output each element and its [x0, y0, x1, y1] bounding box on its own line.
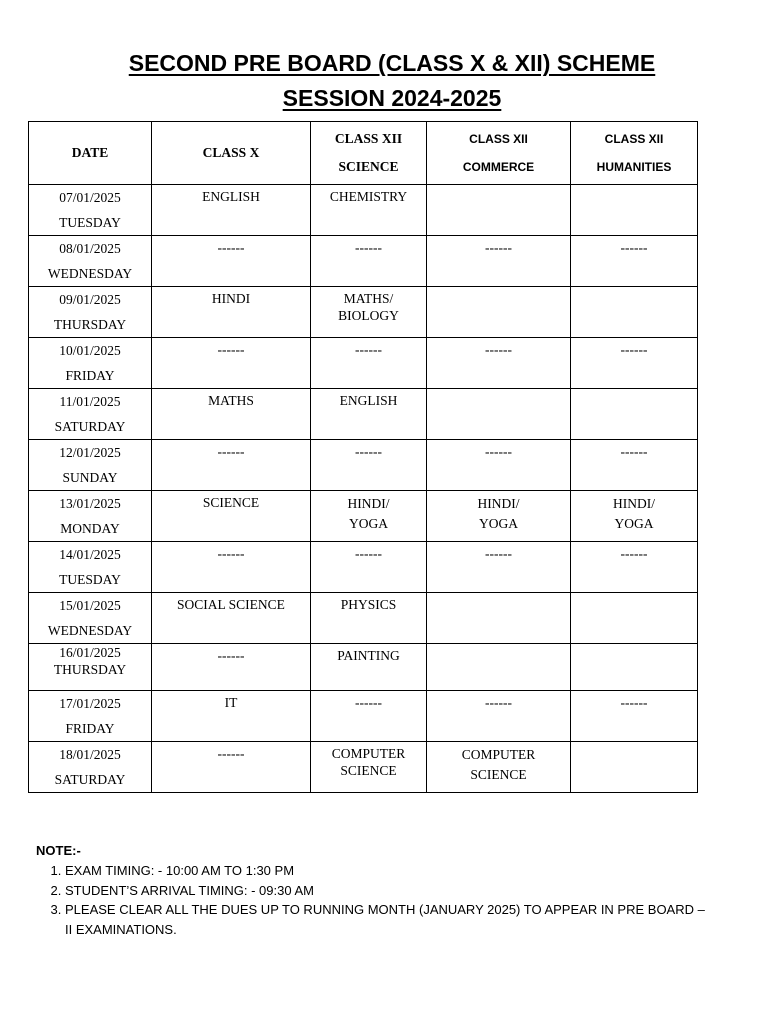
header-class-xii-humanities: CLASS XII HUMANITIES	[571, 122, 698, 185]
note-item: 1. EXAM TIMING: - 10:00 AM TO 1:30 PM	[65, 861, 715, 881]
date-value: 09/01/2025	[59, 292, 121, 307]
commerce-cell	[427, 185, 571, 236]
table-row	[29, 691, 698, 742]
commerce-cell	[427, 593, 571, 644]
table-row	[29, 742, 698, 793]
science-cell: PHYSICS	[311, 593, 427, 644]
class-x-cell: HINDI	[152, 287, 311, 338]
humanities-cell: ------	[571, 236, 698, 287]
date-cell	[29, 338, 152, 389]
date-cell	[29, 440, 152, 491]
date-value: 08/01/2025	[59, 241, 121, 256]
date-cell	[29, 644, 152, 691]
day-value: TUESDAY	[59, 572, 121, 587]
humanities-cell: ------	[571, 691, 698, 742]
humanities-cell	[571, 185, 698, 236]
date-cell	[29, 691, 152, 742]
science-cell: COMPUTER SCIENCE	[311, 742, 427, 793]
science-cell: ------	[311, 542, 427, 593]
date-cell	[29, 287, 152, 338]
commerce-cell: ------	[427, 542, 571, 593]
science-cell: ------	[311, 236, 427, 287]
note-item: 2. STUDENT’S ARRIVAL TIMING: - 09:30 AM	[65, 881, 715, 901]
class-x-cell: MATHS	[152, 389, 311, 440]
note-heading: NOTE:-	[36, 843, 81, 858]
day-value: SATURDAY	[54, 419, 126, 434]
class-x-cell: SCIENCE	[152, 491, 311, 542]
table-row	[29, 593, 698, 644]
date-cell	[29, 185, 152, 236]
humanities-cell: ------	[571, 542, 698, 593]
table-row	[29, 236, 698, 287]
date-cell	[29, 491, 152, 542]
science-cell: ------	[311, 338, 427, 389]
date-value: 12/01/2025	[59, 445, 121, 460]
humanities-cell	[571, 742, 698, 793]
class-x-cell: ------	[152, 440, 311, 491]
humanities-cell	[571, 389, 698, 440]
day-value: FRIDAY	[65, 368, 115, 383]
humanities-cell	[571, 593, 698, 644]
commerce-cell: COMPUTER SCIENCE	[427, 742, 571, 793]
table-row	[29, 338, 698, 389]
date-value: 11/01/2025	[59, 394, 121, 409]
page-title: SECOND PRE BOARD (CLASS X & XII) SCHEME	[128, 50, 656, 76]
class-x-cell: SOCIAL SCIENCE	[152, 593, 311, 644]
date-cell	[29, 593, 152, 644]
header-class-xii-science: CLASS XII SCIENCE	[311, 122, 427, 185]
date-value: 14/01/2025	[59, 547, 121, 562]
day-value: SUNDAY	[62, 470, 118, 485]
header-date: DATE	[29, 122, 152, 185]
class-x-cell: ------	[152, 742, 311, 793]
commerce-cell	[427, 287, 571, 338]
date-cell	[29, 389, 152, 440]
header-class-xii-commerce: CLASS XII COMMERCE	[427, 122, 571, 185]
humanities-cell: HINDI/ YOGA	[571, 491, 698, 542]
commerce-cell: ------	[427, 691, 571, 742]
class-x-cell: ------	[152, 644, 311, 691]
table-row	[29, 287, 698, 338]
schedule-table	[28, 121, 698, 793]
commerce-cell: ------	[427, 236, 571, 287]
header-class-x: CLASS X	[152, 122, 311, 185]
date-value: 17/01/2025	[59, 696, 121, 711]
table-row	[29, 389, 698, 440]
humanities-cell: ------	[571, 440, 698, 491]
date-value: 10/01/2025	[59, 343, 121, 358]
science-cell: CHEMISTRY	[311, 185, 427, 236]
notes-section	[36, 843, 715, 939]
commerce-cell: HINDI/ YOGA	[427, 491, 571, 542]
science-cell: MATHS/ BIOLOGY	[311, 287, 427, 338]
date-value: 07/01/2025	[59, 190, 121, 205]
day-value: TUESDAY	[59, 215, 121, 230]
science-cell: ------	[311, 440, 427, 491]
note-item: 3. PLEASE CLEAR ALL THE DUES UP TO RUNNING MONTH (JANUARY 2025) TO APPEAR IN PRE BOARD – II EXAMINATIONS.	[65, 900, 715, 939]
day-value: WEDNESDAY	[47, 266, 133, 281]
day-value: THURSDAY	[53, 317, 127, 332]
date-cell	[29, 236, 152, 287]
page-subtitle: SESSION 2024-2025	[282, 85, 502, 111]
class-x-cell: ------	[152, 338, 311, 389]
date-cell	[29, 742, 152, 793]
day-value: THURSDAY	[53, 662, 127, 677]
date-cell	[29, 542, 152, 593]
class-x-cell: ------	[152, 236, 311, 287]
science-cell: PAINTING	[311, 644, 427, 691]
science-cell: ------	[311, 691, 427, 742]
date-value: 15/01/2025	[59, 598, 121, 613]
header-row	[29, 122, 698, 185]
date-value: 16/01/2025	[59, 645, 121, 660]
table-row	[29, 644, 698, 691]
day-value: WEDNESDAY	[47, 623, 133, 638]
class-x-cell: IT	[152, 691, 311, 742]
day-value: FRIDAY	[65, 721, 115, 736]
day-value: MONDAY	[60, 521, 120, 536]
commerce-cell	[427, 644, 571, 691]
class-x-cell: ------	[152, 542, 311, 593]
humanities-cell	[571, 644, 698, 691]
humanities-cell: ------	[571, 338, 698, 389]
date-value: 18/01/2025	[59, 747, 121, 762]
table-row	[29, 542, 698, 593]
science-cell: HINDI/ YOGA	[311, 491, 427, 542]
commerce-cell: ------	[427, 338, 571, 389]
table-row	[29, 440, 698, 491]
humanities-cell	[571, 287, 698, 338]
note-list	[36, 861, 715, 939]
science-cell: ENGLISH	[311, 389, 427, 440]
commerce-cell	[427, 389, 571, 440]
table-row	[29, 491, 698, 542]
date-value: 13/01/2025	[59, 496, 121, 511]
class-x-cell: ENGLISH	[152, 185, 311, 236]
day-value: SATURDAY	[54, 772, 126, 787]
commerce-cell: ------	[427, 440, 571, 491]
table-row	[29, 185, 698, 236]
